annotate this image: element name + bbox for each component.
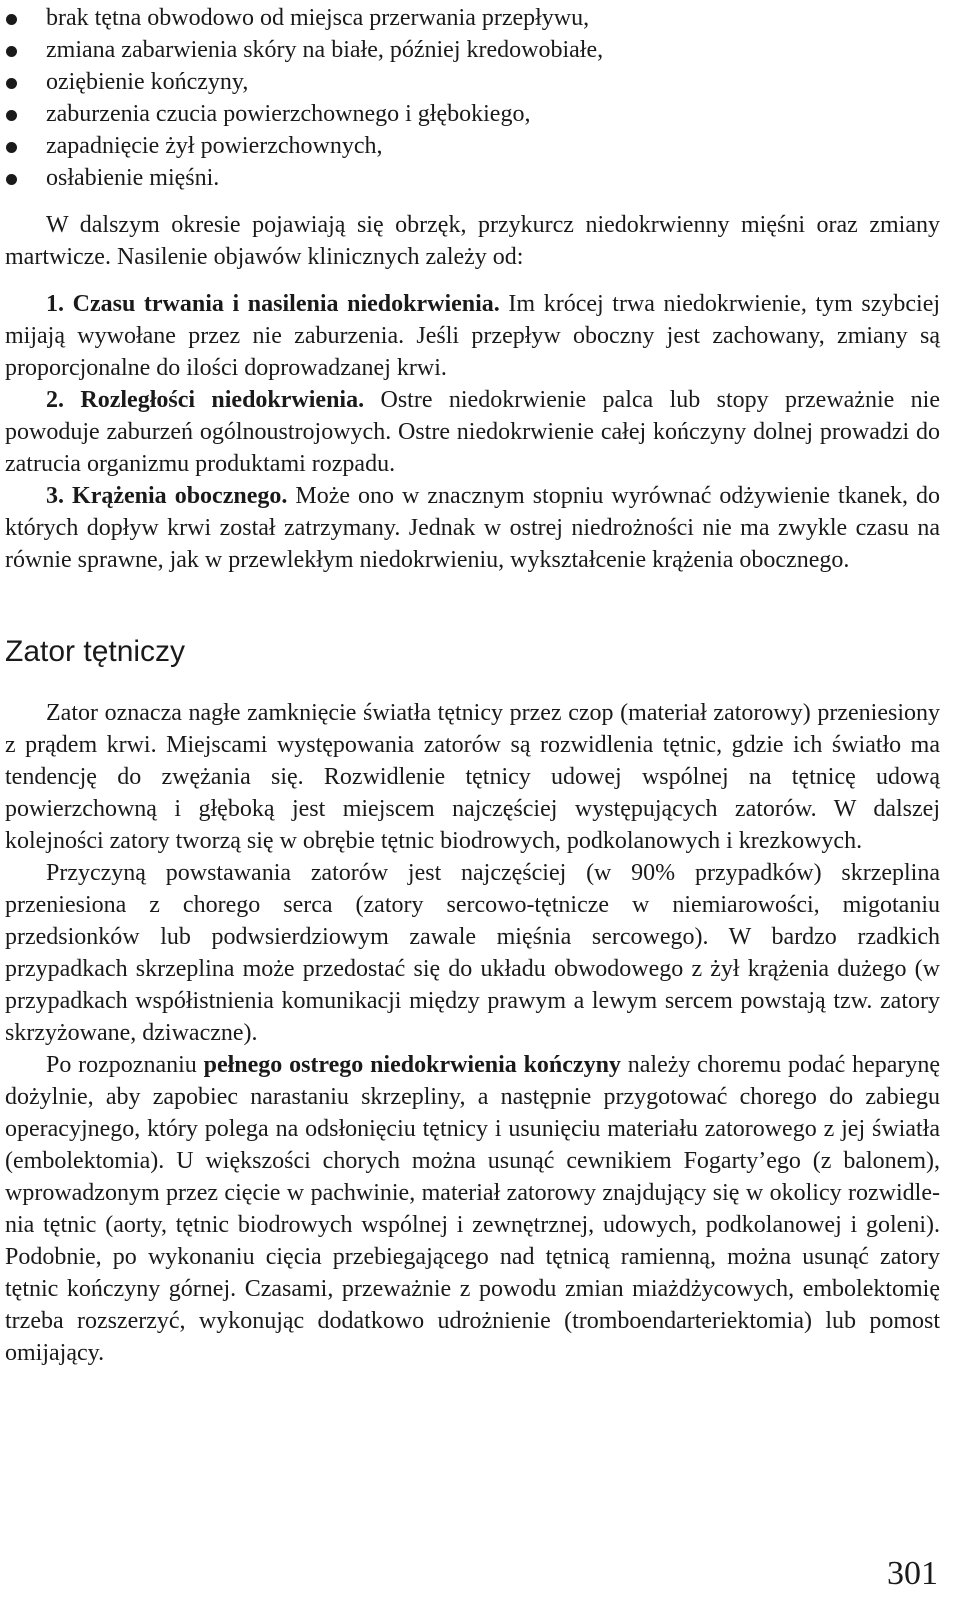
bullet-dot-icon — [6, 174, 17, 185]
section-paragraph-3 — [5, 1049, 940, 1369]
page-number: 301 — [887, 1555, 938, 1592]
symptom-text: zaburzenia czucia powierzchownego i głębokiego, — [46, 101, 531, 127]
paragraph-start: Po rozpoznaniu — [46, 1052, 204, 1078]
list-item — [5, 66, 940, 98]
section-heading: Zator tętniczy — [5, 635, 186, 668]
factor-title: Czasu trwania i nasilenia niedokrwienia. — [72, 291, 500, 317]
bullet-dot-icon — [6, 78, 17, 89]
factor-paragraph-2 — [5, 384, 940, 480]
factor-number: 2. — [46, 387, 64, 413]
bullet-dot-icon — [6, 142, 17, 153]
list-item — [5, 98, 940, 130]
symptom-text: osłabienie mięśni. — [46, 165, 220, 191]
factor-number: 1. — [46, 291, 64, 317]
factor-paragraph-1 — [5, 288, 940, 384]
factor-title: Rozległości niedokrwienia. — [80, 387, 365, 413]
factor-text: Może ono w znacznym stopniu wyrównać odżywienie tkanek, do których dopływ krwi został zatrzymany. Jednak w ostrej niedrożności nie ma zwykle czasu na równie sprawne, jak w przewlekłym niedokrwieniu, wykształcenie krążenia obocznego. — [5, 483, 941, 573]
symptom-list — [5, 2, 940, 194]
factor-title: Krążenia obocznego. — [72, 483, 288, 509]
bullet-dot-icon — [6, 14, 17, 25]
factor-number: 3. — [46, 483, 64, 509]
paragraph-end: należy choremu podać heparynę dożylnie, aby zapobiec narastaniu skrzepliny, a następnie przygotować chorego do zabiegu operacyjnego, który polega na odsłonięciu tętnicy i usunięciu materiału zatorowego z jej światła (embolektomia). U większości chorych można usunąć cewnikiem Fogarty’ego (z balonem), wprowadzonym przez cięcie w pachwinie, materiał zatorowy znajdujący się w okolicy rozwidlenia tętnic (aorty, tętnic biodrowych wspólnej i zewnętrznej, udowych, podkolanowej i goleni). Podobnie, po wykonaniu cięcia przebiegającego nad tętnicą ramienną, można usunąć zatory tętnic kończyny górnej. Czasami, przeważnie z powodu zmian miażdżycowych, embolektomię trzeba rozszerzyć, wykonując dodatkowo udrożnienie (tromboendarteriektomia) lub pomost omijający. — [5, 1052, 941, 1366]
factor-text: Ostre niedokrwienie palca lub stopy przeważnie nie powoduje zaburzeń ogólnoustrojowych. Ostre niedokrwienie całej kończyny dolnej prowadzi do zatrucia organizmu produktami rozpadu. — [5, 387, 940, 477]
section-body — [5, 697, 940, 1369]
section-paragraph-1: Zator oznacza nagłe zamknięcie światła tętnicy przez czop (materiał zatorowy) przeniesiony z prądem krwi. Miejscami występowania zatorów są rozwidlenia tętnic, gdzie ich światło ma tendencję do zwężania się. Rozwidlenie tętnicy udowej wspólnej na tętnicę udową powierzchowną i głęboką jest miejscem najczęściej występujących zatorów. W dalszej kolejności zatory tworzą się w obrębie tętnic biodrowych, podkolanowych i krezkowych. — [5, 700, 940, 854]
list-item — [5, 2, 940, 34]
factor-paragraph-3 — [5, 480, 940, 576]
page-content — [5, 0, 940, 1369]
bullet-dot-icon — [6, 46, 17, 57]
symptom-text: zapadnięcie żył powierzchownych, — [46, 133, 383, 159]
list-item — [5, 130, 940, 162]
symptom-text: zmiana zabarwienia skóry na białe, później kredowobiałe, — [46, 37, 604, 63]
factor-text: Im krócej trwa niedokrwienie, tym szybciej mijają wywołane przez nie zaburzenia. Jeśli przepływ oboczny jest zachowany, zmiany są proporcjonalne do ilości doprowadzanej krwi. — [5, 291, 941, 381]
list-item — [5, 34, 940, 66]
section-paragraph-2: Przyczyną powstawania zatorów jest najczęściej (w 90% przypadków) skrzeplina przeniesiona z chorego serca (zatory sercowo-tętnicze w niemiarowości, migotaniu przedsionków lub podwsierdziowym zawale mięśnia sercowego). W bardzo rzadkich przypadkach skrzeplina może przedostać się do układu obwodowego z żył krążenia dużego (w przypadkach współistnienia komunikacji między prawym a lewym sercem powstają tzw. zatory skrzyżowane, dziwaczne). — [5, 860, 940, 1046]
symptom-text: oziębienie kończyny, — [46, 69, 249, 95]
list-item — [5, 162, 940, 194]
bullet-dot-icon — [6, 110, 17, 121]
paragraph-bold-phrase: pełnego ostrego niedokrwienia kończyny — [203, 1052, 621, 1078]
symptom-text: brak tętna obwodowo od miejsca przerwania przepływu, — [46, 5, 590, 31]
intro-paragraph: W dalszym okresie pojawiają się obrzęk, przykurcz niedokrwienny mięśni oraz zmiany martwicze. Nasilenie objawów klinicznych zależy od: — [5, 212, 940, 270]
